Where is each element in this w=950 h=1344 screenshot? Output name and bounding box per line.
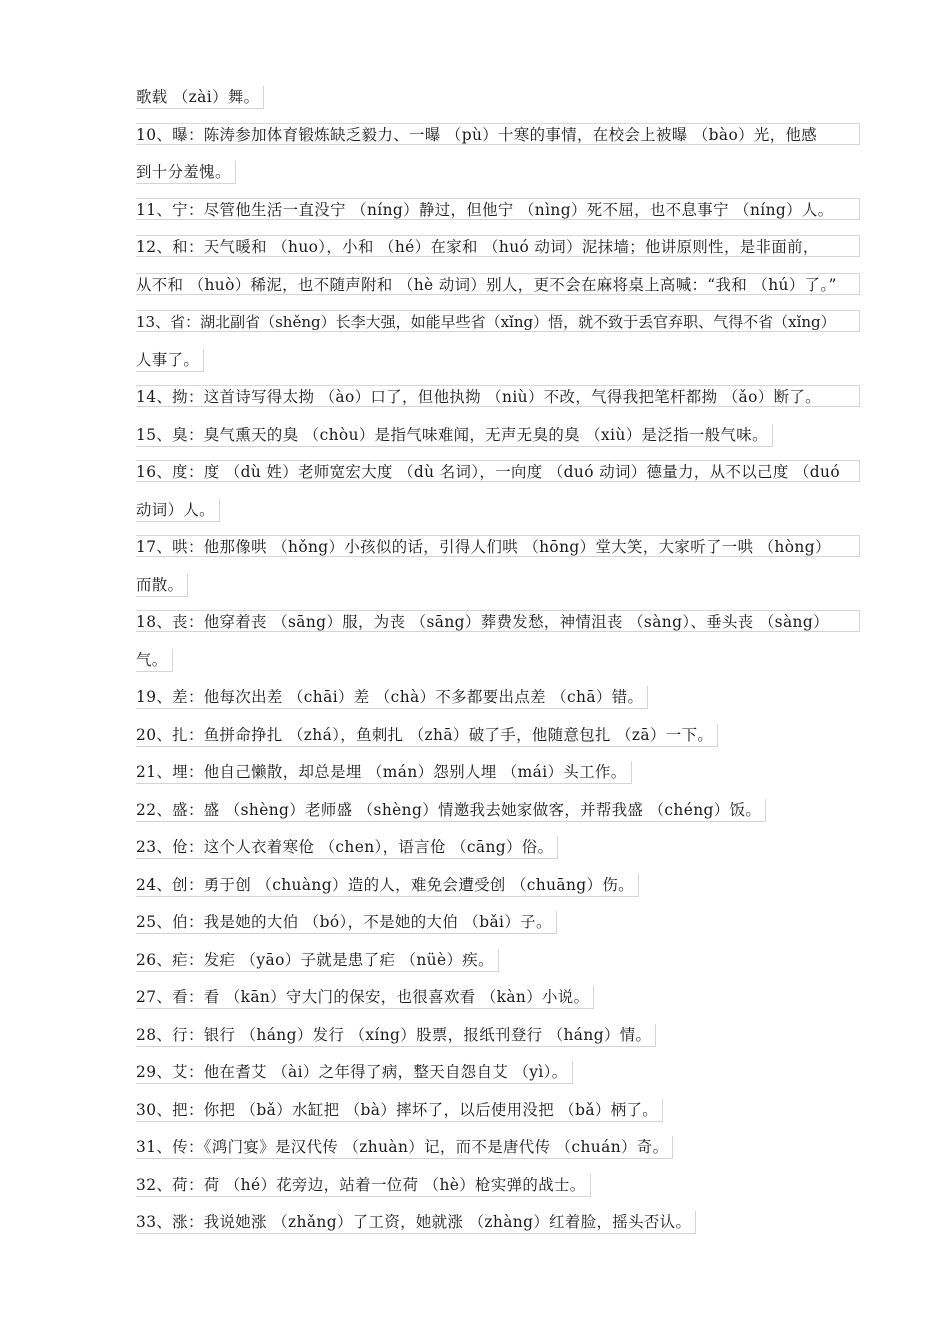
text-line-content: 27、看：看 （kān）守大门的保安，也很喜欢看 （kàn）小说。 [136, 986, 594, 1009]
text-line [136, 379, 860, 417]
text-line-content: 29、艾：他在耆艾 （ài）之年得了病，整天自怨自艾 （yì）。 [136, 1061, 573, 1084]
text-line [136, 417, 860, 455]
text-line [136, 754, 860, 792]
text-line-content: 12、和：天气暖和 （huo），小和 （hé）在家和 （huó 动词）泥抹墙；他讲原则性，是非面前， [136, 235, 860, 257]
text-line [136, 1204, 860, 1242]
text-line-content: 17、哄：他那像哄 （hǒng）小孩似的话，引得人们哄 （hōng）堂大笑，大家听了一哄 （hòng） [136, 535, 860, 557]
text-line-content: 16、度：度 （dù 姓）老师宽宏大度 （dù 名词），一向度 （duó 动词）德量力，从不以己度 （duó [136, 460, 860, 482]
text-line [136, 979, 860, 1017]
text-line-content: 26、疟：发疟 （yāo）子就是患了疟 （nüè）疾。 [136, 949, 499, 972]
text-line [136, 229, 860, 267]
text-line [136, 904, 860, 942]
text-line [136, 942, 860, 980]
text-line [136, 604, 860, 642]
text-line [136, 1129, 860, 1167]
text-line-content: 10、曝：陈涛参加体育锻炼缺乏毅力、一曝 （pù）十寒的事情，在校会上被曝 （bào）光，他感 [136, 123, 860, 145]
text-line [136, 867, 860, 905]
text-line [136, 304, 860, 342]
text-line-content: 20、扎：鱼拼命挣扎 （zhá），鱼刺扎 （zhā）破了手，他随意包扎 （zā）一下。 [136, 724, 718, 747]
text-line [136, 567, 860, 605]
text-line [136, 1167, 860, 1205]
text-line-content: 15、臭：臭气熏天的臭 （chòu）是指气味难闻，无声无臭的臭 （xiù）是泛指一般气味。 [136, 424, 773, 447]
text-line-content: 21、埋：他自己懒散，却总是埋 （mán）怨别人埋 （mái）头工作。 [136, 761, 632, 784]
text-line [136, 342, 860, 380]
text-line-content: 气。 [136, 649, 173, 672]
text-line [136, 529, 860, 567]
document-body [136, 79, 860, 1242]
text-line [136, 1017, 860, 1055]
text-line-content: 23、伧：这个人衣着寒伧 （chen），语言伧 （cāng）俗。 [136, 836, 558, 859]
text-line-content: 11、宁：尽管他生活一直没宁 （níng）静过，但他宁 （nìng）死不屈，也不息事宁 （níng）人。 [136, 198, 860, 220]
text-line [136, 717, 860, 755]
text-line [136, 1054, 860, 1092]
text-line [136, 792, 860, 830]
text-line-content: 13、省：湖北副省（shěng）长李大强，如能早些省（xǐng）悟，就不致于丢官弃职、气得不省（xǐng） [136, 310, 860, 332]
text-line-content: 28、行：银行 （háng）发行 （xíng）股票，报纸刊登行 （háng）情。 [136, 1024, 656, 1047]
text-line-content: 而散。 [136, 574, 188, 597]
text-line-content: 24、创：勇于创 （chuàng）造的人，难免会遭受创 （chuāng）伤。 [136, 874, 639, 897]
text-line [136, 192, 860, 230]
text-line-content: 人事了。 [136, 349, 204, 372]
text-line-content: 从不和 （huò）稀泥，也不随声附和 （hè 动词）别人，更不会在麻将桌上高喊：“我和 （hú）了。” [136, 273, 860, 295]
text-line-content: 25、伯：我是她的大伯 （bó），不是她的大伯 （bǎi）子。 [136, 911, 557, 934]
text-line [136, 117, 860, 155]
text-line [136, 454, 860, 492]
text-line-content: 18、丧：他穿着丧 （sāng）服，为丧 （sāng）葬费发愁，神情沮丧 （sàng）、垂头丧 （sàng） [136, 610, 860, 632]
text-line-content: 33、涨：我说她涨 （zhǎng）了工资，她就涨 （zhàng）红着脸，摇头否认。 [136, 1211, 696, 1234]
text-line [136, 642, 860, 680]
text-line [136, 79, 860, 117]
text-line-content: 22、盛：盛 （shèng）老师盛 （shèng）情邀我去她家做客，并帮我盛 （chéng）饭。 [136, 799, 766, 822]
text-line [136, 492, 860, 530]
text-line-content: 30、把：你把 （bǎ）水缸把 （bà）摔坏了，以后使用没把 （bǎ）柄了。 [136, 1099, 663, 1122]
text-line-content: 歌载 （zài）舞。 [136, 86, 264, 109]
text-line [136, 154, 860, 192]
text-line [136, 267, 860, 305]
text-line [136, 829, 860, 867]
text-line-content: 32、荷：荷 （hé）花旁边，站着一位荷 （hè）枪实弹的战士。 [136, 1174, 591, 1197]
text-line [136, 679, 860, 717]
text-line-content: 19、差：他每次出差 （chāi）差 （chà）不多都要出点差 （chā）错。 [136, 686, 648, 709]
text-line [136, 1092, 860, 1130]
text-line-content: 31、传：《鸿门宴》是汉代传 （zhuàn）记，而不是唐代传 （chuán）奇。 [136, 1136, 673, 1159]
text-line-content: 到十分羞愧。 [136, 161, 236, 184]
text-line-content: 动词）人。 [136, 499, 220, 522]
text-line-content: 14、拗：这首诗写得太拗 （ào）口了，但他执拗 （niù）不改，气得我把笔杆都拗 （ǎo）断了。 [136, 385, 860, 407]
